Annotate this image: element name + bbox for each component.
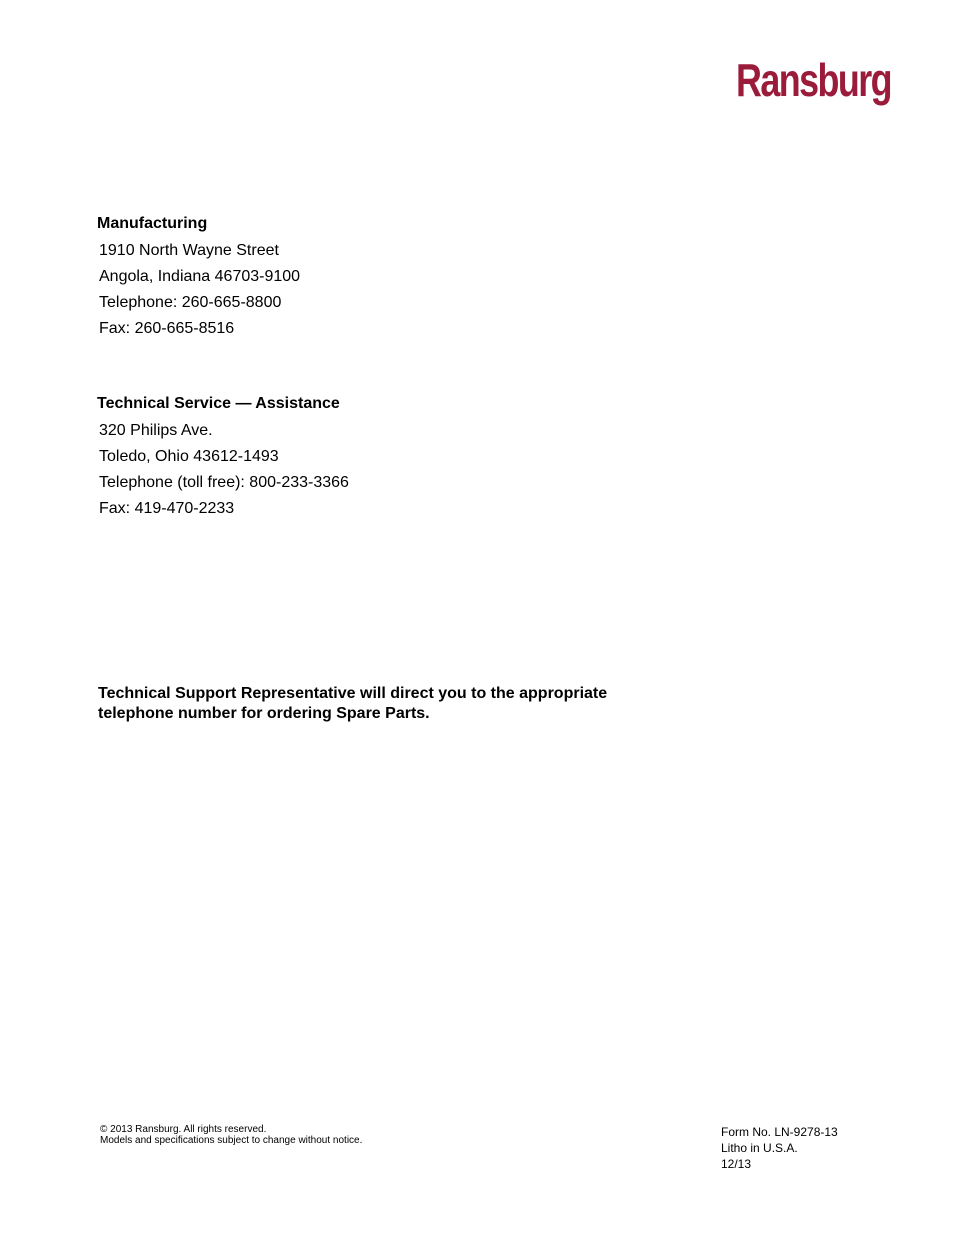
footer-form-info bbox=[721, 1124, 838, 1172]
technical-service-heading: Technical Service — Assistance bbox=[97, 395, 340, 412]
ransburg-logo: Ransburg bbox=[736, 54, 891, 106]
manufacturing-fax: Fax: 260-665-8516 bbox=[99, 320, 235, 337]
footer-legal bbox=[100, 1124, 362, 1146]
technical-service-street: 320 Philips Ave. bbox=[99, 422, 213, 439]
litho-note: Litho in U.S.A. bbox=[721, 1141, 798, 1155]
manufacturing-street: 1910 North Wayne Street bbox=[99, 242, 279, 259]
technical-service-section bbox=[97, 394, 349, 522]
support-note bbox=[98, 684, 698, 724]
support-note-line-2: telephone number for ordering Spare Parts. bbox=[98, 705, 430, 722]
technical-service-city: Toledo, Ohio 43612-1493 bbox=[99, 448, 279, 465]
manufacturing-heading: Manufacturing bbox=[97, 215, 208, 232]
copyright-notice: © 2013 Ransburg. All rights reserved. bbox=[100, 1124, 267, 1135]
technical-service-telephone: Telephone (toll free): 800-233-3366 bbox=[99, 474, 349, 491]
technical-service-fax: Fax: 419-470-2233 bbox=[99, 500, 235, 517]
manufacturing-section bbox=[97, 214, 300, 342]
disclaimer-notice: Models and specifications subject to change without notice. bbox=[100, 1135, 363, 1146]
manufacturing-city: Angola, Indiana 46703-9100 bbox=[99, 268, 301, 285]
support-note-line-1: Technical Support Representative will direct you to the appropriate bbox=[98, 685, 608, 702]
print-date: 12/13 bbox=[721, 1157, 752, 1171]
form-number: Form No. LN-9278-13 bbox=[721, 1125, 838, 1139]
manufacturing-telephone: Telephone: 260-665-8800 bbox=[99, 294, 282, 311]
